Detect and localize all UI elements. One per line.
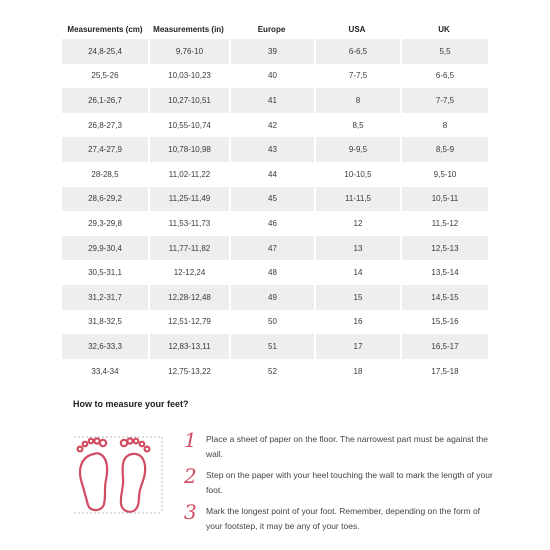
cell-in: 9,76-10 bbox=[148, 39, 229, 64]
cell-uk: 9,5-10 bbox=[400, 162, 488, 187]
cell-uk: 14,5-15 bbox=[400, 285, 488, 310]
howto-title: How to measure your feet? bbox=[73, 399, 189, 409]
step-3 bbox=[184, 501, 504, 537]
cell-uk: 11,5-12 bbox=[400, 211, 488, 236]
cell-uk: 7-7,5 bbox=[400, 88, 488, 113]
table-row bbox=[62, 359, 488, 384]
cell-usa: 8,5 bbox=[314, 113, 400, 138]
cell-europe: 39 bbox=[229, 39, 314, 64]
cell-cm: 31,8-32,5 bbox=[88, 317, 122, 327]
cell-usa: 13 bbox=[314, 236, 400, 261]
cell-europe: 49 bbox=[229, 285, 314, 310]
cell-in: 11,53-11,73 bbox=[148, 211, 229, 236]
cell-in: 10,27-10,51 bbox=[148, 88, 229, 113]
step-2 bbox=[184, 465, 504, 501]
cell-uk: 12,5-13 bbox=[400, 236, 488, 261]
cell-uk: 5,5 bbox=[400, 39, 488, 64]
cell-uk: 17,5-18 bbox=[400, 359, 488, 384]
cell-cm: 28,6-29,2 bbox=[62, 187, 148, 212]
cell-europe: 52 bbox=[229, 359, 314, 384]
cell-europe: 48 bbox=[229, 260, 314, 285]
cell-uk: 10,5-11 bbox=[400, 187, 488, 212]
howto-steps bbox=[184, 429, 504, 537]
cell-europe: 41 bbox=[229, 88, 314, 113]
cell-in: 10,78-10,98 bbox=[148, 137, 229, 162]
cell-usa: 8 bbox=[314, 88, 400, 113]
cell-europe: 47 bbox=[229, 236, 314, 261]
cell-europe: 45 bbox=[229, 187, 314, 212]
cell-usa: 18 bbox=[314, 359, 400, 384]
table-row bbox=[62, 260, 488, 285]
table-row bbox=[62, 211, 488, 236]
table-row bbox=[62, 162, 488, 187]
cell-europe: 44 bbox=[229, 162, 314, 187]
table-header-row bbox=[62, 19, 488, 39]
cell-uk: 8,5-9 bbox=[400, 137, 488, 162]
cell-europe: 51 bbox=[229, 334, 314, 359]
cell-cm: 25,5-26 bbox=[91, 71, 119, 81]
header-europe: Europe bbox=[257, 24, 286, 34]
table-body bbox=[62, 39, 488, 383]
size-table bbox=[62, 19, 488, 383]
cell-uk: 16,5-17 bbox=[400, 334, 488, 359]
cell-cm: 30,5-31,1 bbox=[88, 268, 122, 278]
cell-usa: 9-9,5 bbox=[314, 137, 400, 162]
step-text: Place a sheet of paper on the floor. The narrowest part must be against the wall. bbox=[206, 434, 488, 459]
cell-cm: 26,1-26,7 bbox=[62, 88, 148, 113]
step-text: Mark the longest point of your foot. Remember, depending on the form of your footstep, it may be any of your toes. bbox=[206, 506, 481, 531]
cell-in: 12-12,24 bbox=[148, 260, 229, 285]
table-row bbox=[62, 187, 488, 212]
cell-cm: 32,6-33,3 bbox=[62, 334, 148, 359]
table-row bbox=[62, 334, 488, 359]
step-number: 3 bbox=[184, 500, 197, 524]
header-in: Measurements (in) bbox=[153, 24, 224, 34]
header-uk: UK bbox=[438, 24, 450, 34]
cell-europe: 40 bbox=[229, 64, 314, 89]
cell-usa: 17 bbox=[314, 334, 400, 359]
cell-uk: 8 bbox=[400, 113, 488, 138]
cell-uk: 15,5-16 bbox=[400, 310, 488, 335]
cell-usa: 16 bbox=[314, 310, 400, 335]
feet-outline-icon bbox=[72, 432, 172, 516]
cell-usa: 10-10,5 bbox=[314, 162, 400, 187]
cell-cm: 26,8-27,3 bbox=[88, 120, 122, 130]
cell-europe: 42 bbox=[229, 113, 314, 138]
step-text: Step on the paper with your heel touching the wall to mark the length of your foot. bbox=[206, 470, 493, 495]
cell-in: 10,03-10,23 bbox=[148, 64, 229, 89]
cell-cm: 24,8-25,4 bbox=[62, 39, 148, 64]
header-cm: Measurements (cm) bbox=[67, 24, 143, 34]
cell-usa: 15 bbox=[314, 285, 400, 310]
cell-cm: 31,2-31,7 bbox=[62, 285, 148, 310]
cell-cm: 33,4-34 bbox=[91, 366, 119, 376]
step-1 bbox=[184, 429, 504, 465]
cell-cm: 28-28,5 bbox=[91, 169, 119, 179]
cell-in: 11,25-11,49 bbox=[148, 187, 229, 212]
cell-usa: 12 bbox=[314, 211, 400, 236]
table-row bbox=[62, 285, 488, 310]
cell-in: 10,55-10,74 bbox=[148, 113, 229, 138]
cell-usa: 14 bbox=[314, 260, 400, 285]
table-row bbox=[62, 64, 488, 89]
cell-europe: 50 bbox=[229, 310, 314, 335]
cell-in: 11,02-11,22 bbox=[148, 162, 229, 187]
cell-cm: 29,3-29,8 bbox=[88, 218, 122, 228]
cell-uk: 13,5-14 bbox=[400, 260, 488, 285]
table-row bbox=[62, 88, 488, 113]
cell-cm: 27,4-27,9 bbox=[62, 137, 148, 162]
cell-in: 12,51-12,79 bbox=[148, 310, 229, 335]
cell-in: 12,83-13,11 bbox=[148, 334, 229, 359]
cell-usa: 11-11,5 bbox=[314, 187, 400, 212]
table-row bbox=[62, 310, 488, 335]
table-row bbox=[62, 137, 488, 162]
cell-usa: 7-7,5 bbox=[314, 64, 400, 89]
step-number: 1 bbox=[184, 428, 197, 452]
cell-cm: 29,9-30,4 bbox=[62, 236, 148, 261]
cell-in: 12,28-12,48 bbox=[148, 285, 229, 310]
table-row bbox=[62, 113, 488, 138]
cell-in: 11,77-11,82 bbox=[148, 236, 229, 261]
header-usa: USA bbox=[348, 24, 366, 34]
cell-europe: 43 bbox=[229, 137, 314, 162]
cell-in: 12,75-13,22 bbox=[148, 359, 229, 384]
cell-europe: 46 bbox=[229, 211, 314, 236]
step-number: 2 bbox=[184, 464, 197, 488]
table-row bbox=[62, 39, 488, 64]
cell-uk: 6-6,5 bbox=[400, 64, 488, 89]
cell-usa: 6-6,5 bbox=[314, 39, 400, 64]
table-row bbox=[62, 236, 488, 261]
